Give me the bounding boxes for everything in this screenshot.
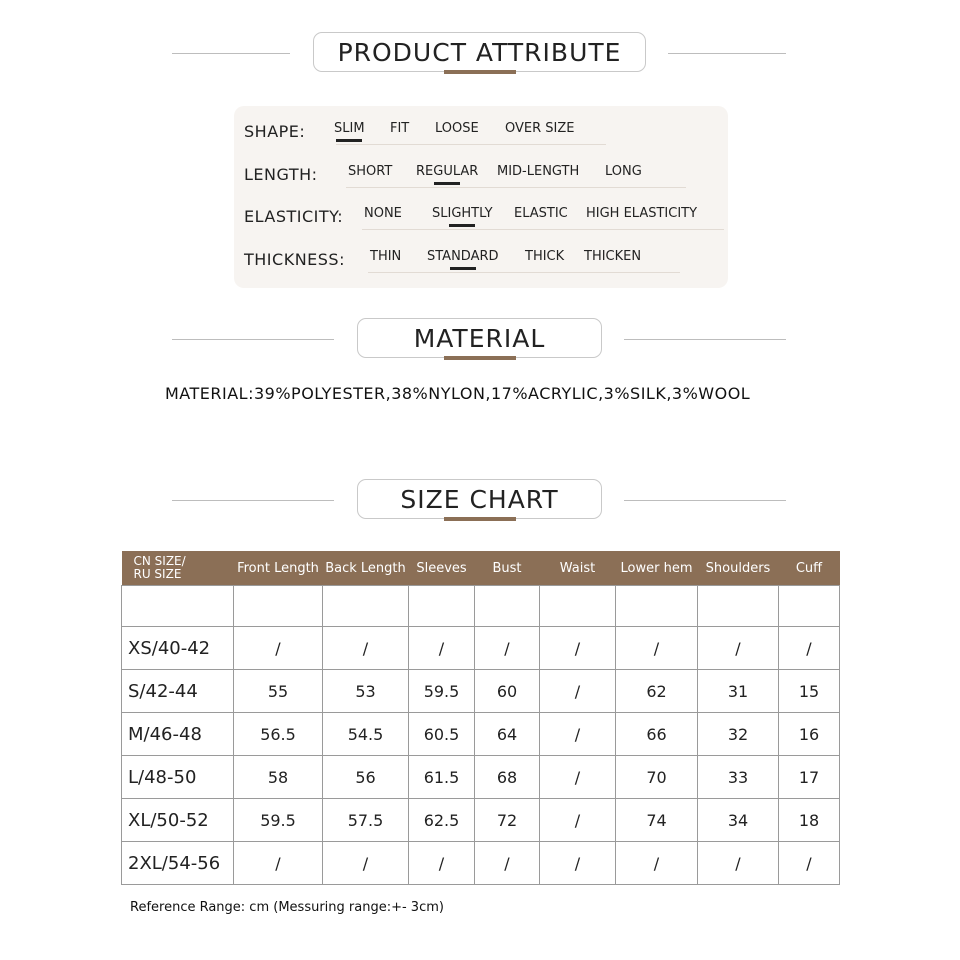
option-underline bbox=[336, 144, 606, 145]
size-cell: XL/50-52 bbox=[122, 799, 234, 842]
table-cell: 70 bbox=[616, 756, 698, 799]
table-cell: 53 bbox=[323, 670, 409, 713]
option-underline bbox=[346, 187, 686, 188]
table-cell bbox=[616, 586, 698, 627]
material-title-text: MATERIAL bbox=[413, 323, 546, 353]
table-cell: 32 bbox=[698, 713, 779, 756]
column-header-waist: Waist bbox=[540, 551, 616, 586]
product-attribute-heading bbox=[0, 32, 960, 76]
table-header-row bbox=[122, 551, 840, 586]
table-cell: / bbox=[409, 842, 475, 885]
option-underline bbox=[368, 272, 680, 273]
table-cell: / bbox=[540, 756, 616, 799]
table-cell bbox=[409, 586, 475, 627]
table-cell: / bbox=[234, 627, 323, 670]
title-accent-bar bbox=[444, 517, 516, 521]
table-cell: 74 bbox=[616, 799, 698, 842]
table-row bbox=[122, 756, 840, 799]
size-cell: XS/40-42 bbox=[122, 627, 234, 670]
table-row bbox=[122, 670, 840, 713]
table-row bbox=[122, 627, 840, 670]
table-row bbox=[122, 799, 840, 842]
option-over-size: OVER SIZE bbox=[505, 121, 575, 136]
table-cell bbox=[122, 586, 234, 627]
table-cell: / bbox=[475, 842, 540, 885]
attribute-row-shape bbox=[244, 118, 724, 148]
table-row bbox=[122, 713, 840, 756]
table-cell: 62.5 bbox=[409, 799, 475, 842]
table-cell: / bbox=[698, 627, 779, 670]
table-row bbox=[122, 842, 840, 885]
material-heading bbox=[0, 318, 960, 362]
table-cell: / bbox=[234, 842, 323, 885]
option-loose: LOOSE bbox=[435, 121, 479, 136]
size-header-line2: RU SIZE bbox=[133, 567, 182, 581]
table-cell: 18 bbox=[779, 799, 840, 842]
table-cell bbox=[540, 586, 616, 627]
table-cell bbox=[475, 586, 540, 627]
option-high-elasticity: HIGH ELASTICITY bbox=[586, 206, 698, 221]
table-cell: 59.5 bbox=[234, 799, 323, 842]
divider-line bbox=[624, 339, 786, 340]
size-chart-table bbox=[121, 551, 840, 885]
table-cell: / bbox=[779, 842, 840, 885]
product-attribute-title bbox=[313, 32, 646, 72]
table-cell: / bbox=[540, 627, 616, 670]
table-cell: 58 bbox=[234, 756, 323, 799]
table-cell: 34 bbox=[698, 799, 779, 842]
table-cell: 56.5 bbox=[234, 713, 323, 756]
table-cell bbox=[323, 586, 409, 627]
table-cell: 59.5 bbox=[409, 670, 475, 713]
size-cell: S/42-44 bbox=[122, 670, 234, 713]
table-cell: / bbox=[616, 627, 698, 670]
table-cell: / bbox=[698, 842, 779, 885]
size-cell: 2XL/54-56 bbox=[122, 842, 234, 885]
table-cell: / bbox=[616, 842, 698, 885]
table-cell: 60.5 bbox=[409, 713, 475, 756]
table-cell bbox=[234, 586, 323, 627]
divider-line bbox=[624, 500, 786, 501]
table-cell: 56 bbox=[323, 756, 409, 799]
table-cell: 61.5 bbox=[409, 756, 475, 799]
attribute-label: LENGTH: bbox=[244, 165, 318, 184]
option-thick: THICK bbox=[525, 249, 565, 264]
column-header-bust: Bust bbox=[475, 551, 540, 586]
table-cell: 31 bbox=[698, 670, 779, 713]
option-elastic: ELASTIC bbox=[514, 206, 568, 221]
attribute-label: ELASTICITY: bbox=[244, 207, 344, 226]
title-accent-bar bbox=[444, 356, 516, 360]
option-slim: SLIM bbox=[334, 121, 365, 136]
size-cell: M/46-48 bbox=[122, 713, 234, 756]
table-cell: 17 bbox=[779, 756, 840, 799]
size-chart-title bbox=[357, 479, 602, 519]
material-composition: MATERIAL:39%POLYESTER,38%NYLON,17%ACRYLIC,3%SILK,3%WOOL bbox=[165, 384, 751, 403]
attribute-row-elasticity bbox=[244, 203, 724, 233]
table-cell: / bbox=[540, 842, 616, 885]
size-chart-heading bbox=[0, 479, 960, 523]
column-header-back-length: Back Length bbox=[323, 551, 409, 586]
column-header-shoulders: Shoulders bbox=[698, 551, 779, 586]
attribute-label: THICKNESS: bbox=[244, 250, 345, 269]
title-accent-bar bbox=[444, 70, 516, 74]
table-cell: / bbox=[409, 627, 475, 670]
table-cell: / bbox=[323, 842, 409, 885]
option-fit: FIT bbox=[390, 121, 410, 136]
option-short: SHORT bbox=[348, 164, 393, 179]
table-row-blank bbox=[122, 586, 840, 627]
option-thicken: THICKEN bbox=[584, 249, 642, 264]
table-cell: 16 bbox=[779, 713, 840, 756]
option-underline bbox=[362, 229, 724, 230]
table-cell: / bbox=[540, 670, 616, 713]
table-cell: / bbox=[475, 627, 540, 670]
product-attribute-title-text: PRODUCT ATTRIBUTE bbox=[337, 37, 622, 67]
column-header-lower-hem: Lower hem bbox=[616, 551, 698, 586]
column-header-size bbox=[122, 551, 234, 586]
table-cell: / bbox=[540, 713, 616, 756]
table-cell bbox=[698, 586, 779, 627]
option-standard: STANDARD bbox=[427, 249, 499, 264]
material-title bbox=[357, 318, 602, 358]
divider-line bbox=[668, 53, 786, 54]
attribute-row-length bbox=[244, 161, 724, 191]
table-cell: 62 bbox=[616, 670, 698, 713]
table-cell: 68 bbox=[475, 756, 540, 799]
option-thin: THIN bbox=[370, 249, 402, 264]
divider-line bbox=[172, 500, 334, 501]
attribute-panel bbox=[234, 106, 728, 288]
table-cell: 57.5 bbox=[323, 799, 409, 842]
table-cell: / bbox=[779, 627, 840, 670]
table-cell: 60 bbox=[475, 670, 540, 713]
table-cell: 64 bbox=[475, 713, 540, 756]
option-slightly: SLIGHTLY bbox=[432, 206, 493, 221]
table-cell: / bbox=[323, 627, 409, 670]
table-cell: 66 bbox=[616, 713, 698, 756]
table-cell: / bbox=[540, 799, 616, 842]
option-long: LONG bbox=[605, 164, 642, 179]
attribute-row-thickness bbox=[244, 246, 724, 276]
attribute-label: SHAPE: bbox=[244, 122, 306, 141]
size-header-line1: CN SIZE/ bbox=[133, 554, 186, 568]
option-mid-length: MID-LENGTH bbox=[497, 164, 580, 179]
column-header-cuff: Cuff bbox=[779, 551, 840, 586]
divider-line bbox=[172, 339, 334, 340]
size-cell: L/48-50 bbox=[122, 756, 234, 799]
table-cell: 55 bbox=[234, 670, 323, 713]
size-chart-title-text: SIZE CHART bbox=[400, 484, 559, 514]
divider-line bbox=[172, 53, 290, 54]
table-cell: 33 bbox=[698, 756, 779, 799]
table-cell bbox=[779, 586, 840, 627]
table-cell: 72 bbox=[475, 799, 540, 842]
option-regular: REGULAR bbox=[416, 164, 479, 179]
column-header-front-length: Front Length bbox=[234, 551, 323, 586]
option-none: NONE bbox=[364, 206, 402, 221]
table-cell: 54.5 bbox=[323, 713, 409, 756]
column-header-sleeves: Sleeves bbox=[409, 551, 475, 586]
table-cell: 15 bbox=[779, 670, 840, 713]
reference-range-note: Reference Range: cm (Messuring range:+- 3cm) bbox=[130, 900, 444, 915]
